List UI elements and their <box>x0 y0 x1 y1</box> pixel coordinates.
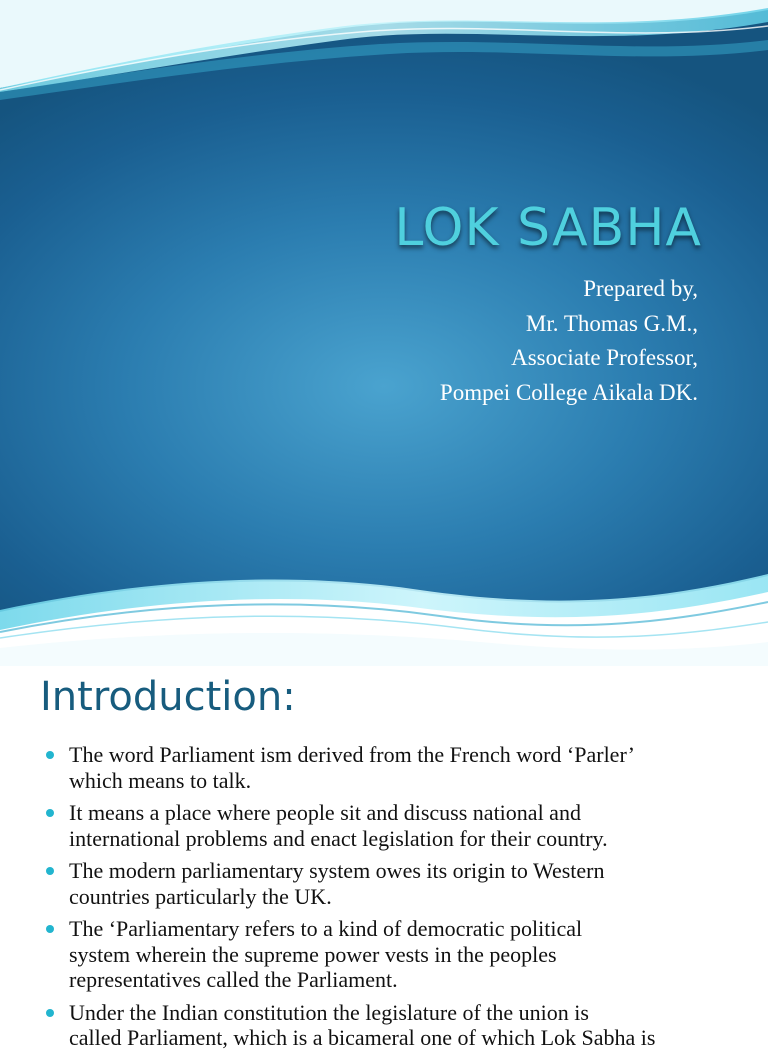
author-line-prepared-by: Prepared by, <box>583 276 698 301</box>
bullet-dot-icon <box>46 751 54 759</box>
author-line-college: Pompei College Aikala DK. <box>439 379 698 405</box>
bullet-item <box>46 800 768 851</box>
bullet-item <box>46 916 768 993</box>
bullet-dot-icon <box>46 1009 54 1017</box>
author-line-designation: Associate Professor, <box>511 345 698 370</box>
bullet-dot-icon <box>46 809 54 817</box>
author-block <box>440 272 698 410</box>
bullet-text: The word Parliament ism derived from the French word ‘Parler’ which means to talk. <box>69 742 635 793</box>
bullet-dot-icon <box>46 925 54 933</box>
bullet-text: Under the Indian constitution the legislature of the union is called Parliament, which is a bicameral one of which Lok Sabha is <box>69 999 656 1050</box>
bullet-dot-icon <box>46 867 54 875</box>
bullet-list <box>46 742 768 1058</box>
author-line-name: Mr. Thomas G.M., <box>525 310 698 336</box>
bullet-item <box>46 1000 768 1051</box>
introduction-slide <box>0 666 768 1050</box>
bullet-text: It means a place where people sit and discuss national and international problems and enact legislation for their country. <box>69 800 608 851</box>
bottom-wave-decoration <box>0 572 768 666</box>
slide-title: LOK SABHA <box>394 198 702 258</box>
bullet-text: The ‘Parliamentary refers to a kind of democratic political system wherein the supreme power vests in the peoples representatives called the Parliament. <box>69 916 583 992</box>
bullet-text: The modern parliamentary system owes its origin to Western countries particularly the UK. <box>69 858 605 909</box>
top-wave-decoration <box>0 0 768 92</box>
introduction-heading: Introduction: <box>40 674 296 720</box>
bullet-item <box>46 742 768 793</box>
bullet-item <box>46 858 768 909</box>
